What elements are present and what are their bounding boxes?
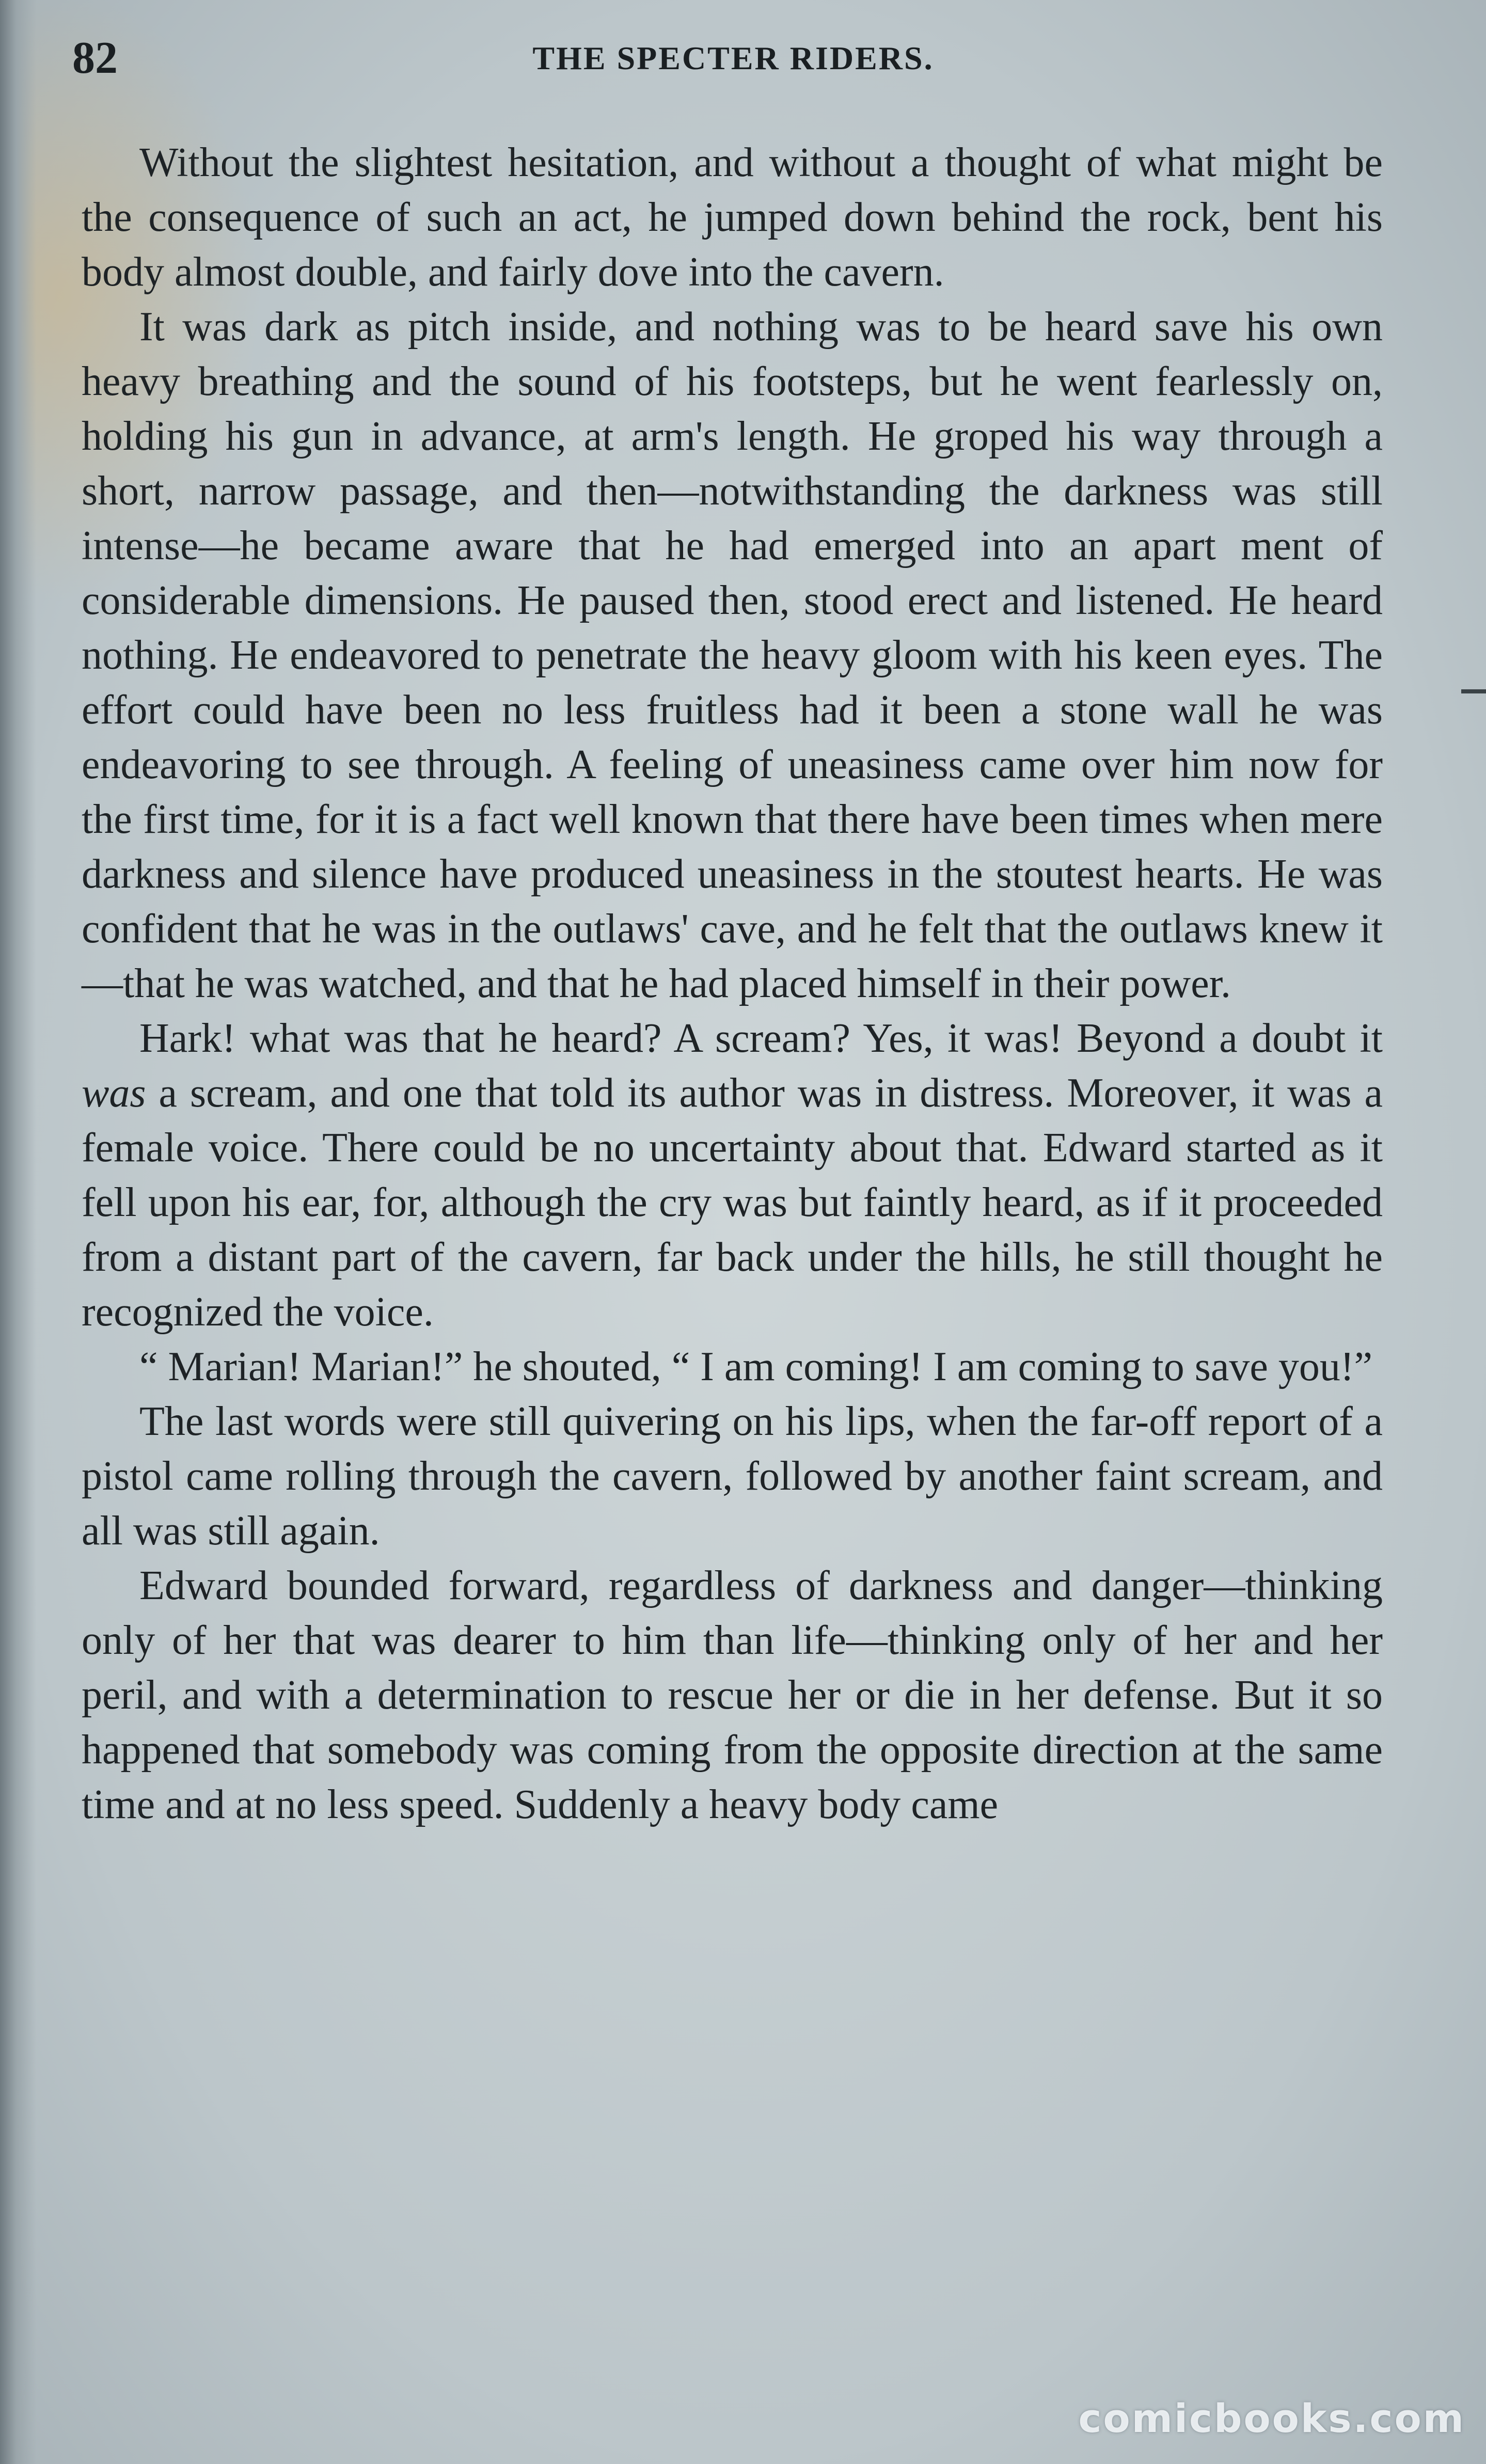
paragraph: “ Marian! Marian!” he shouted, “ I am coming! I am coming to save you!” (139, 1344, 1373, 1389)
paragraph: The last words were still quivering on his lips, when the far-off report of a pistol came rolling through the cavern, followed by another faint scream, and all was still again. (82, 1399, 1383, 1554)
paragraph-text: a scream, and one that told its author was in distress. Moreover, it was a female voice. There could be no uncertainty about that. Edward started as it fell upon his ear, for, although the cry was but faintly heard, as if it proceeded from a distant part of the cavern, far back under the hills, he still thought he recognized the voice. (82, 1070, 1383, 1335)
body-text (82, 135, 1383, 1832)
running-head: THE SPECTER RIDERS. (532, 40, 934, 76)
emphasized-word: was (82, 1070, 146, 1116)
page-binding-shadow (0, 0, 36, 2464)
page-header (72, 27, 1394, 89)
paragraph-text: Hark! what was that he heard? A scream? Yes, it was! Beyond a doubt it (139, 1016, 1383, 1061)
paragraph (82, 1011, 1383, 1339)
paragraph: Edward bounded forward, regardless of darkness and danger—thinking only of her that was dearer to him than life—thinking only of her and her peril, and with a determination to rescue her or die in her defense. But it so happened that somebody was coming from the opposite direction at the same time and at no less speed. Suddenly a heavy body came (82, 1563, 1383, 1827)
paragraph: Without the slightest hesitation, and without a thought of what might be the consequence of such an act, he jumped down behind the rock, bent his body almost double, and fairly dove into the cavern. (82, 140, 1383, 295)
watermark: comicbooks.com (1078, 2395, 1465, 2441)
paragraph: It was dark as pitch inside, and nothing was to be heard save his own heavy breathing and the sound of his footsteps, but he went fearlessly on, holding his gun in advance, at arm's length. He groped his way through a short, narrow passage, and then—notwithstanding the darkness was still intense—he became aware that he had emerged into an apart ment of considerable dimensions. He paused then, stood erect and listened. He heard nothing. He endeavored to penetrate the heavy gloom with his keen eyes. The effort could have been no less fruitless had it been a stone wall he was endeavoring to see through. A feeling of uneasiness came over him now for the first time, for it is a fact well known that there have been times when mere darkness and silence have produced uneasiness in the stoutest hearts. He was confident that he was in the outlaws' cave, and he felt that the outlaws knew it—that he was watched, and that he had placed himself in their power. (82, 304, 1383, 1006)
edge-mark (1461, 689, 1486, 693)
page-number: 82 (72, 33, 118, 83)
